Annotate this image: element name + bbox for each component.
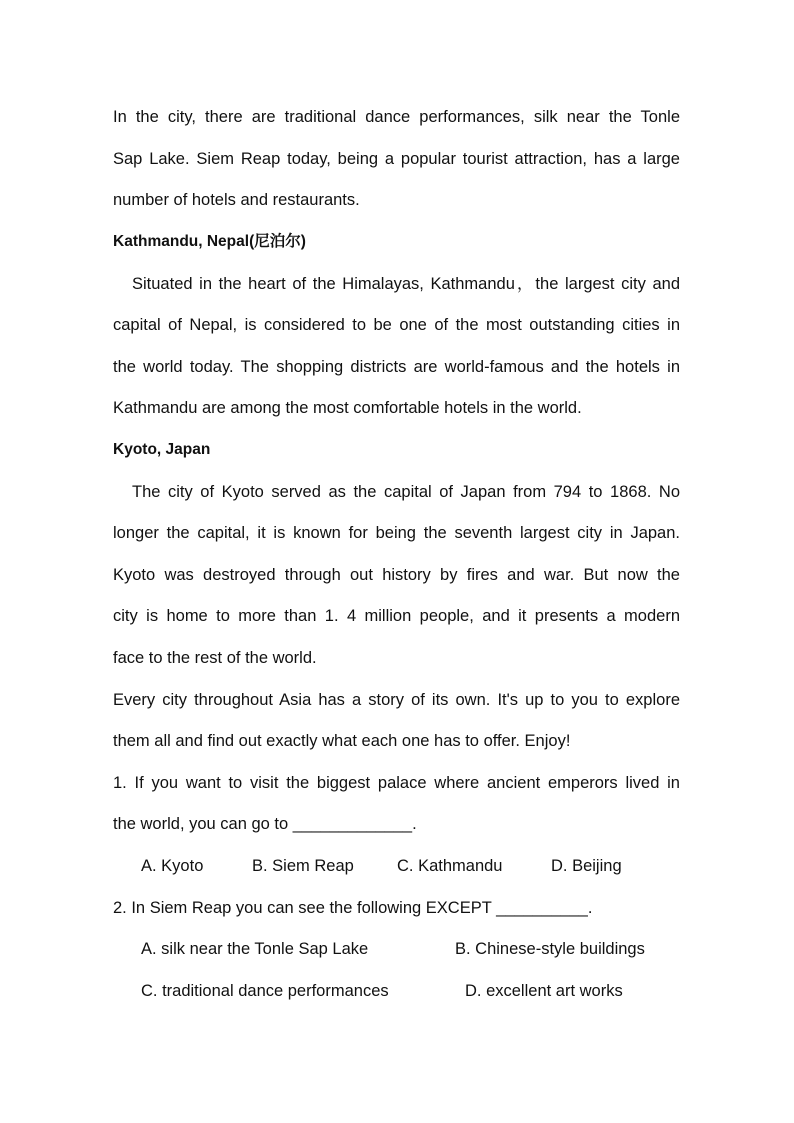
kathmandu-line-3: the world today. The shopping districts are world-famous and the hotels in: [113, 358, 680, 376]
kyoto-line-4: city is home to more than 1. 4 million people, and it presents a modern: [113, 607, 680, 625]
kathmandu-line-1: Situated in the heart of the Himalayas, Kathmandu，the largest city and: [132, 275, 680, 293]
kyoto-line-1: The city of Kyoto served as the capital of Japan from 794 to 1868. No: [132, 483, 680, 501]
kyoto-line-3: Kyoto was destroyed through out history by fires and war. But now the: [113, 566, 680, 584]
q1-option-c: C. Kathmandu: [397, 857, 503, 875]
kyoto-heading: Kyoto, Japan: [113, 441, 211, 458]
intro-line-2: Sap Lake. Siem Reap today, being a popular tourist attraction, has a large: [113, 150, 680, 168]
q2-option-a: A. silk near the Tonle Sap Lake: [141, 940, 369, 958]
q1-option-a: A. Kyoto: [141, 857, 204, 875]
kyoto-line-5: face to the rest of the world.: [113, 649, 317, 667]
q2-option-b: B. Chinese-style buildings: [455, 940, 645, 958]
q2-option-c: C. traditional dance performances: [141, 982, 389, 1000]
kyoto-line-2: longer the capital, it is known for being the seventh largest city in Japan.: [113, 524, 680, 542]
intro-line-3: number of hotels and restaurants.: [113, 191, 360, 209]
question-1-line-2: the world, you can go to _____________.: [113, 815, 417, 833]
kathmandu-line-4: Kathmandu are among the most comfortable hotels in the world.: [113, 399, 582, 417]
closing-line-2: them all and find out exactly what each one has to offer. Enjoy!: [113, 732, 571, 750]
q2-option-d: D. excellent art works: [465, 982, 623, 1000]
kathmandu-line-2: capital of Nepal, is considered to be one of the most outstanding cities in: [113, 316, 680, 334]
q1-option-b: B. Siem Reap: [252, 857, 354, 875]
intro-line-1: In the city, there are traditional dance performances, silk near the Tonle: [113, 108, 680, 126]
q1-option-d: D. Beijing: [551, 857, 622, 875]
closing-line-1: Every city throughout Asia has a story of its own. It's up to you to explore: [113, 691, 680, 709]
question-1-line-1: 1. If you want to visit the biggest palace where ancient emperors lived in: [113, 774, 680, 792]
question-2-line-1: 2. In Siem Reap you can see the following EXCEPT __________.: [113, 899, 593, 917]
kathmandu-heading: Kathmandu, Nepal(尼泊尔): [113, 233, 306, 250]
